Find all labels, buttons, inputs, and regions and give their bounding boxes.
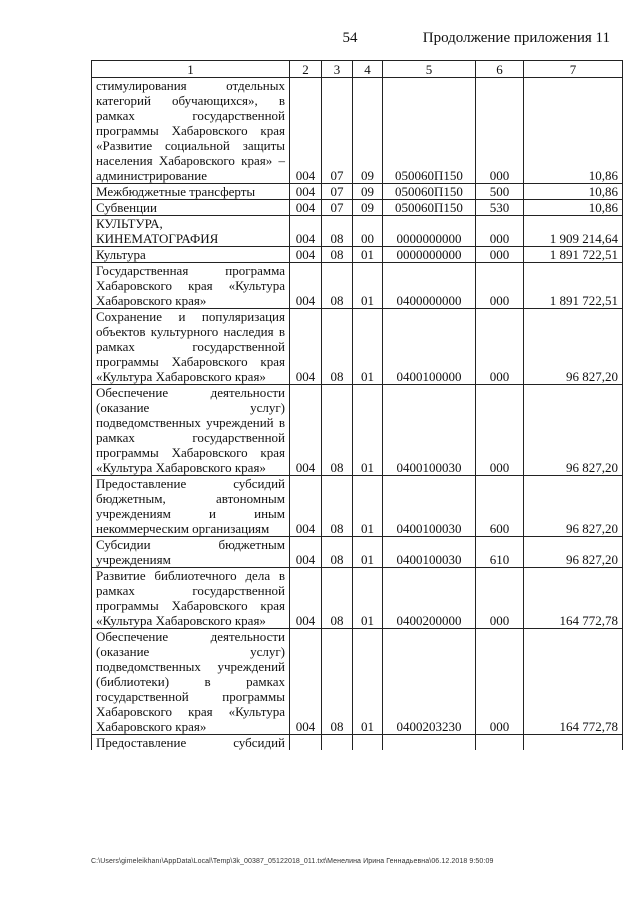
empty-cell [290,735,322,751]
amount: 164 772,78 [524,568,623,629]
target-code: 050060П150 [383,184,476,200]
column-number: 4 [353,61,383,78]
table-row [92,537,623,568]
empty-cell [353,735,383,751]
row-name: Обеспечение деятельности (оказание услуг) подведомственных учреждений в рамках государственной программы Хабаровского края «Культура Хабаровского края» [92,385,290,476]
column-number: 5 [383,61,476,78]
table-row [92,78,623,184]
subsection-code: 01 [353,263,383,309]
section-code: 08 [322,537,353,568]
section-code: 08 [322,629,353,735]
continuation-note: Продолжение приложения 11 [422,30,610,46]
amount: 10,86 [524,200,623,216]
subsection-code: 01 [353,476,383,537]
expense-type-code: 000 [476,629,524,735]
expense-type-code: 000 [476,78,524,184]
row-name: Государственная программа Хабаровского края «Культура Хабаровского края» [92,263,290,309]
amount: 1 909 214,64 [524,216,623,247]
row-name: Сохранение и популяризация объектов культурного наследия в рамках государственной программы Хабаровского края «Культура Хабаровского края» [92,309,290,385]
target-code: 0400200000 [383,568,476,629]
subsection-code: 01 [353,309,383,385]
row-name: Межбюджетные трансферты [92,184,290,200]
amount: 1 891 722,51 [524,247,623,263]
empty-cell [524,735,623,751]
subsection-code: 09 [353,200,383,216]
table-row [92,184,623,200]
amount: 10,86 [524,78,623,184]
ministry-code: 004 [290,309,322,385]
ministry-code: 004 [290,200,322,216]
amount: 1 891 722,51 [524,263,623,309]
row-name: Развитие библиотечного дела в рамках государственной программы Хабаровского края «Культура Хабаровского края» [92,568,290,629]
table-row [92,309,623,385]
column-number: 1 [92,61,290,78]
section-code: 08 [322,247,353,263]
column-number: 7 [524,61,623,78]
page-number: 54 [342,30,358,46]
ministry-code: 004 [290,385,322,476]
target-code: 0400100000 [383,309,476,385]
table-row [92,629,623,735]
row-name: Предоставление субсидий [92,735,290,751]
row-name: Предоставление субсидий бюджетным, автономным учреждениям и иным некоммерческим организациям [92,476,290,537]
ministry-code: 004 [290,476,322,537]
section-code: 08 [322,216,353,247]
expense-type-code: 500 [476,184,524,200]
row-name: КУЛЬТУРА, КИНЕМАТОГРАФИЯ [92,216,290,247]
ministry-code: 004 [290,263,322,309]
table-row-partial [92,735,623,751]
row-name: стимулирования отдельных категорий обучающихся», в рамках государственной программы Хабаровского края «Развитие социальной защиты населения Хабаровского края» – администрирование [92,78,290,184]
ministry-code: 004 [290,216,322,247]
section-code: 07 [322,184,353,200]
section-code: 07 [322,78,353,184]
column-number: 6 [476,61,524,78]
target-code: 0400100030 [383,537,476,568]
empty-cell [383,735,476,751]
subsection-code: 09 [353,78,383,184]
target-code: 0400000000 [383,263,476,309]
budget-table [91,60,623,750]
ministry-code: 004 [290,629,322,735]
amount: 10,86 [524,184,623,200]
section-code: 08 [322,568,353,629]
expense-type-code: 610 [476,537,524,568]
amount: 96 827,20 [524,309,623,385]
target-code: 050060П150 [383,200,476,216]
table-row [92,568,623,629]
table-row [92,385,623,476]
expense-type-code: 000 [476,309,524,385]
expense-type-code: 000 [476,263,524,309]
expense-type-code: 600 [476,476,524,537]
subsection-code: 01 [353,385,383,476]
subsection-code: 01 [353,568,383,629]
ministry-code: 004 [290,537,322,568]
target-code: 0000000000 [383,216,476,247]
amount: 164 772,78 [524,629,623,735]
amount: 96 827,20 [524,476,623,537]
target-code: 0400203230 [383,629,476,735]
column-number: 2 [290,61,322,78]
expense-type-code: 530 [476,200,524,216]
file-path-footer: C:\Users\gimeleikhanı\AppData\Local\Temp\3k_00387_05122018_011.txt\Менелина Ирина Геннадьевна\06.12.2018 9:50:09 [91,858,494,865]
table-row [92,200,623,216]
row-name: Субвенции [92,200,290,216]
row-name: Культура [92,247,290,263]
row-name: Субсидии бюджетным учреждениям [92,537,290,568]
section-code: 08 [322,385,353,476]
target-code: 0000000000 [383,247,476,263]
amount: 96 827,20 [524,385,623,476]
target-code: 0400100030 [383,476,476,537]
ministry-code: 004 [290,247,322,263]
subsection-code: 01 [353,629,383,735]
ministry-code: 004 [290,78,322,184]
column-number-row [92,61,623,78]
table-row [92,216,623,247]
table-row [92,247,623,263]
subsection-code: 01 [353,247,383,263]
target-code: 050060П150 [383,78,476,184]
section-code: 07 [322,200,353,216]
empty-cell [476,735,524,751]
row-name: Обеспечение деятельности (оказание услуг) подведомственных учреждений (библиотеки) в рамках государственной программы Хабаровского края «Культура Хабаровского края» [92,629,290,735]
table-row [92,476,623,537]
section-code: 08 [322,309,353,385]
target-code: 0400100030 [383,385,476,476]
section-code: 08 [322,476,353,537]
amount: 96 827,20 [524,537,623,568]
ministry-code: 004 [290,568,322,629]
subsection-code: 09 [353,184,383,200]
section-code: 08 [322,263,353,309]
subsection-code: 01 [353,537,383,568]
subsection-code: 00 [353,216,383,247]
expense-type-code: 000 [476,385,524,476]
ministry-code: 004 [290,184,322,200]
table-row [92,263,623,309]
empty-cell [322,735,353,751]
column-number: 3 [322,61,353,78]
expense-type-code: 000 [476,216,524,247]
expense-type-code: 000 [476,568,524,629]
expense-type-code: 000 [476,247,524,263]
